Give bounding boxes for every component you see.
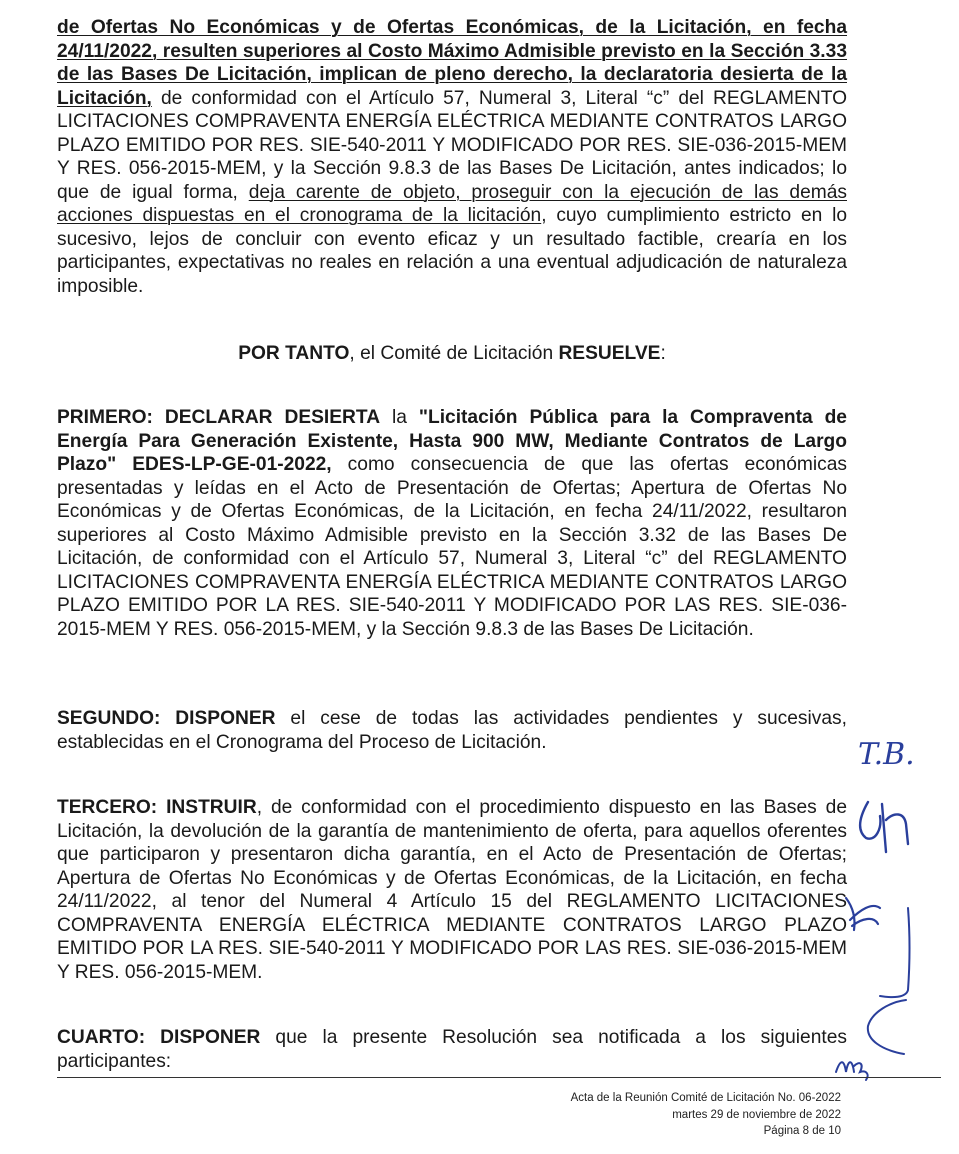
initials-tb: T.B. <box>858 737 915 772</box>
primero-heading: PRIMERO: DECLARAR DESIERTA <box>57 407 381 428</box>
page-footer <box>571 1090 841 1140</box>
signature-stroke <box>868 908 910 1054</box>
por-tanto-text: , el Comité de Licitación <box>349 343 559 364</box>
paragraph-text: , cuyo cumplimiento estricto en lo sucesivo, lejos de concluir con evento eficaz y un resultado factible, crearía en los participantes, expectativas no reales en relación a una eventual adjudicación de naturaleza imposible. <box>57 205 848 297</box>
footer-page-number: Página 8 de 10 <box>763 1125 841 1137</box>
footer-acta: Acta de la Reunión Comité de Licitación No. 06-2022 <box>570 1092 841 1104</box>
initial-mark-2 <box>860 802 908 852</box>
tercero-heading: TERCERO: INSTRUIR <box>57 797 257 818</box>
por-tanto-line <box>57 342 847 366</box>
paragraph-primero <box>57 406 847 641</box>
primero-text: la <box>380 407 419 428</box>
initial-mark-3 <box>846 898 880 930</box>
paragraph-cuarto <box>57 1026 847 1073</box>
footer-divider <box>57 1077 941 1078</box>
footer-date: martes 29 de noviembre de 2022 <box>672 1108 841 1121</box>
resuelve-label: RESUELVE <box>558 343 661 364</box>
segundo-text: el cese de todas las actividades pendientes y sucesivas, establecidas en el Cronograma del Proceso de Licitación. <box>57 708 847 753</box>
cuarto-text: que la presente Resolución sea notificada a los siguientes participantes: <box>57 1027 847 1072</box>
underlined-bold-text: de Ofertas No Económicas y de Ofertas Económicas, de la Licitación, en fecha 24/11/2022, resulten superiores al Costo Máximo Admisible previsto en la Sección 3.33 de las Bases De Licitación, implican de pleno derecho, la declaratoria desierta de la Licitación, <box>57 17 847 109</box>
underlined-text: deja carente de objeto, proseguir con la ejecución de las demás acciones dispuestas en el cronograma de la licitación <box>57 181 847 226</box>
paragraph-text: de conformidad con el Artículo 57, Numeral 3, Literal “c” del REGLAMENTO LICITACIONES COMPRAVENTA ENERGÍA ELÉCTRICA MEDIANTE CONTRATOS LARGO PLAZO EMITIDO POR RES. SIE-540-2011 Y MODIFICADO POR RES. SIE-036-2015-MEM Y RES. 056-2015-MEM, y la Sección 9.8.3 de las Bases De Licitación, antes indicados; lo que de igual forma, <box>57 87 847 203</box>
tercero-text: , de conformidad con el procedimiento dispuesto en las Bases de Licitación, la devolución de la garantía de mantenimiento de oferta, para aquellos oferentes que participaron y presentaron dicha garantía, en el Acto de Presentación de Ofertas; Apertura de Ofertas No Económicas y de Ofertas Económicas, de la Licitación, en fecha 24/11/2022, al tenor del Numeral 4 Artículo 15 del REGLAMENTO LICITACIONES COMPRAVENTA ENERGÍA ELÉCTRICA MEDIANTE CONTRATOS LARGO PLAZO EMITIDO POR LA RES. SIE-540-2011 Y MODIFICADO POR LAS RES. SIE-036-2015-MEM Y RES. 056-2015-MEM. <box>57 797 848 983</box>
primero-licitacion-title: "Licitación Pública para la Compraventa de Energía Para Generación Existente, Hasta 900 MW, Mediante Contratos de Largo Plazo" EDES-LP-GE-01-2022, <box>57 407 847 475</box>
primero-text-rest: como consecuencia de que las ofertas económicas presentadas y leídas en el Acto de Presentación de Ofertas; Apertura de Ofertas No Económicas y de Ofertas Económicas, de la Licitación, en fecha 24/11/2022, resultaron superiores al Costo Máximo Admisible previsto en la Sección 3.32 de las Bases De Licitación, de conformidad con el Artículo 57, Numeral 3, Literal “c” del REGLAMENTO LICITACIONES COMPRAVENTA ENERGÍA ELÉCTRICA MEDIANTE CONTRATOS LARGO PLAZO EMITIDO POR LA RES. SIE-540-2011 Y MODIFICADO POR LAS RES. SIE-036-2015-MEM Y RES. 056-2015-MEM, y la Sección 9.8.3 de las Bases De Licitación. <box>57 454 848 640</box>
cuarto-heading: CUARTO: DISPONER <box>57 1027 261 1048</box>
paragraph-segundo <box>57 707 847 754</box>
paragraph-continuation <box>57 16 847 298</box>
por-tanto-label: POR TANTO <box>238 343 350 364</box>
handwritten-initials <box>830 720 950 1090</box>
por-tanto-colon: : <box>660 343 666 364</box>
segundo-heading: SEGUNDO: DISPONER <box>57 708 276 729</box>
paragraph-tercero <box>57 796 847 984</box>
